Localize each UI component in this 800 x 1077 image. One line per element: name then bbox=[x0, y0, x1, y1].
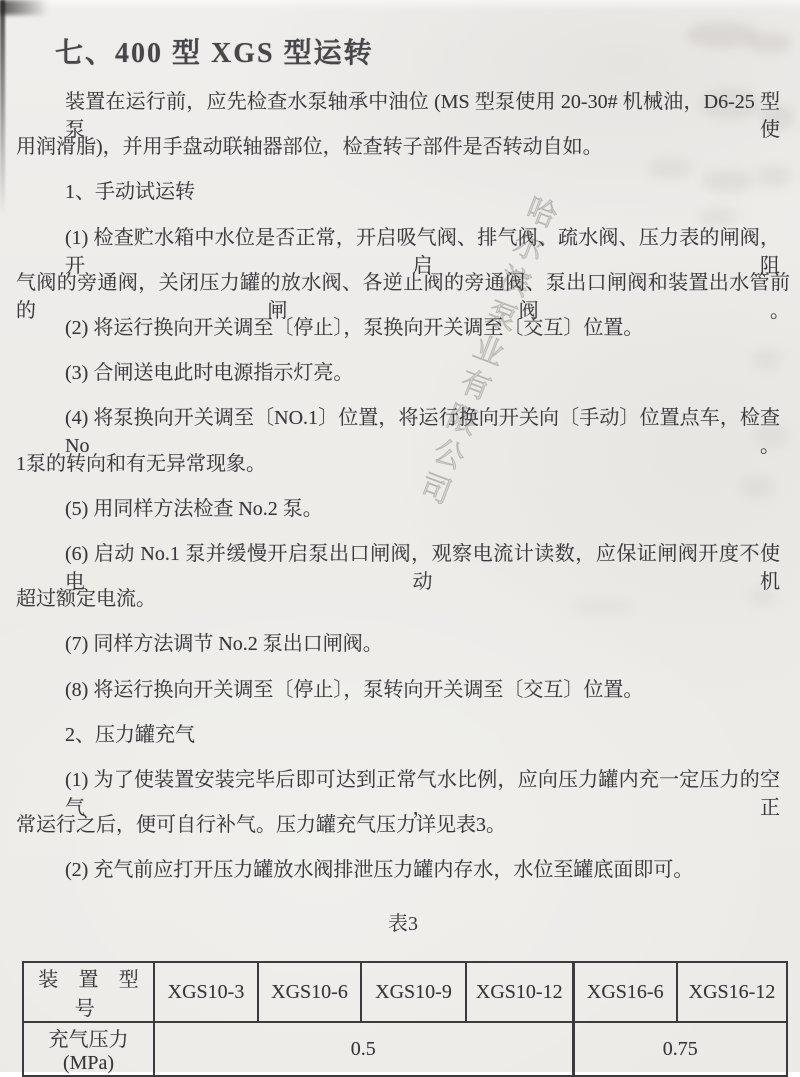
text-line: 用润滑脂)，并用手盘动联轴器部位，检查转子部件是否转动自如。 bbox=[16, 136, 603, 159]
table-header-cell: XGS10-6 bbox=[258, 962, 361, 1022]
text-line: 常运行之后，便可自行补气。压力罐充气压力详见表3。 bbox=[16, 814, 506, 837]
text-line: (1) 为了使装置安装完毕后即可达到正常气水比例，应向压力罐内充一定压力的空气，正 bbox=[65, 769, 780, 819]
company-watermark: 哈尔滨泵业有限公司 bbox=[409, 190, 560, 513]
table-header-cell: XGS16-12 bbox=[677, 962, 787, 1022]
text-line: 1泵的转向和有无异常现象。 bbox=[16, 452, 266, 475]
text-line: 气阀的旁通阀，关闭压力罐的放水阀、各逆止阀的旁通阀、泵出口闸阀和装置出水管前的闸阀。 bbox=[16, 271, 790, 322]
text-line: 超过额定电流。 bbox=[16, 588, 156, 611]
table-header-cell: XGS10-3 bbox=[154, 962, 258, 1022]
text-line: (7) 同样方法调节 No.2 泵出口闸阀。 bbox=[65, 633, 383, 656]
text-line: (3) 合闸送电此时电源指示灯亮。 bbox=[65, 362, 354, 385]
table-row-label: 充气压力(MPa) bbox=[23, 1022, 154, 1076]
text-line: 1、手动试运转 bbox=[65, 181, 195, 204]
text-line: (2) 充气前应打开压力罐放水阀排泄压力罐内存水，水位至罐底面即可。 bbox=[65, 859, 694, 882]
text-line: (1) 检查贮水箱中水位是否正常，开启吸气阀、排气阀、疏水阀、压力表的闸阀，开启阻 bbox=[65, 226, 780, 277]
table-header-device-model: 装 置 型 号 bbox=[23, 962, 154, 1022]
text-line: (6) 启动 No.1 泵并缓慢开启泵出口闸阀，观察电流计读数，应保证闸阀开度不使电动机 bbox=[65, 543, 780, 593]
table-caption: 表3 bbox=[388, 913, 418, 935]
table-header-cell: XGS10-9 bbox=[361, 962, 466, 1022]
table-value-cell: 0.5 bbox=[154, 1022, 573, 1076]
text-line: (4) 将泵换向开关调至〔NO.1〕位置，将运行换向开关向〔手动〕位置点车，检查 No。 bbox=[65, 407, 780, 458]
table-header-cell: XGS10-12 bbox=[466, 962, 573, 1022]
spec-table bbox=[22, 961, 788, 1077]
spec-table-body bbox=[23, 962, 787, 1076]
text-line: (8) 将运行换向开关调至〔停止〕，泵转向开关调至〔交互〕位置。 bbox=[65, 678, 644, 701]
text-line: 2、压力罐充气 bbox=[65, 723, 195, 746]
text-line: 装置在运行前，应先检查水泵轴承中油位 (MS 型泵使用 20-30# 机械油，D6-25 型泵使 bbox=[65, 91, 780, 141]
table-header-cell: XGS16-6 bbox=[573, 962, 677, 1022]
text-line: (5) 用同样方法检查 No.2 泵。 bbox=[65, 497, 323, 520]
table-value-cell: 0.75 bbox=[573, 1022, 787, 1076]
text-line: (2) 将运行换向开关调至〔停止〕，泵换向开关调至〔交互〕位置。 bbox=[65, 317, 644, 339]
page-title: 七、400 型 XGS 型运转 bbox=[55, 37, 374, 69]
